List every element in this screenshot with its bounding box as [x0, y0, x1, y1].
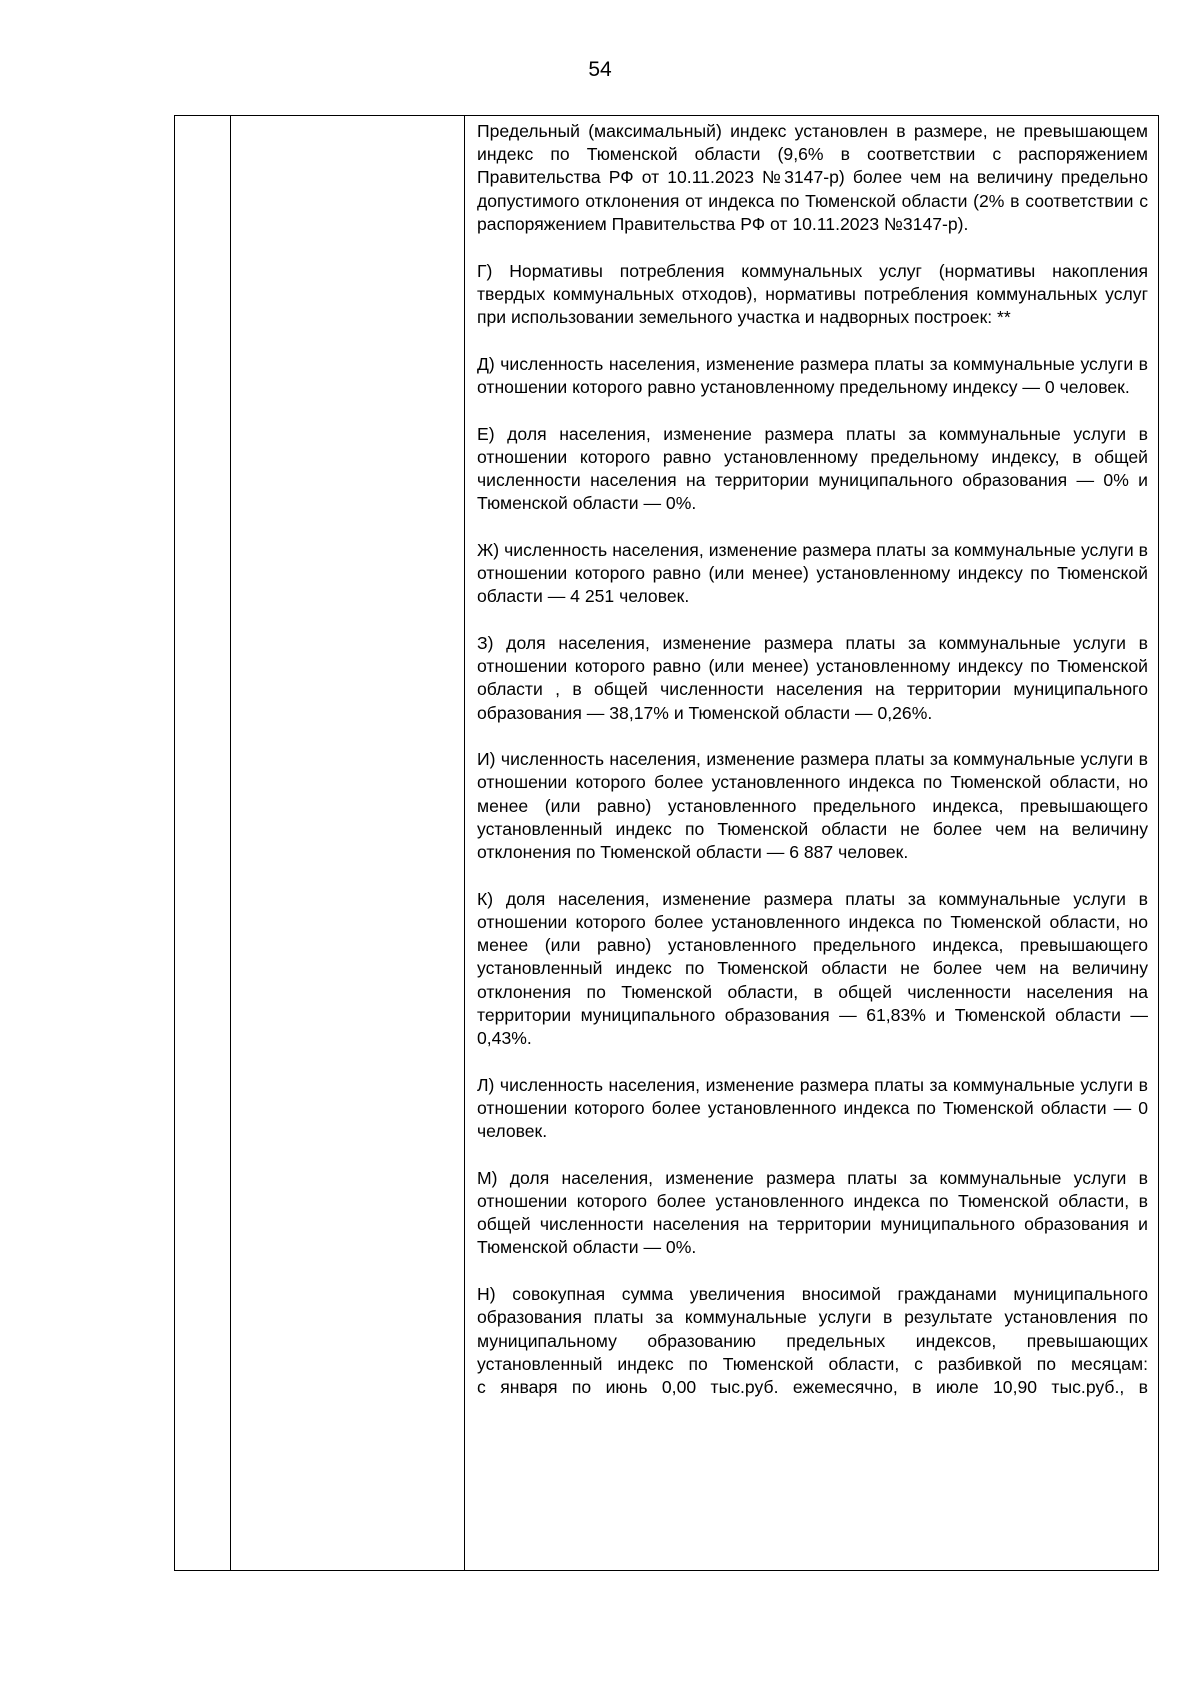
paragraph-n: Н) совокупная сумма увеличения вносимой гражданами муниципального образования платы за коммунальные услуги в результате установления по муниципальному образованию предельных индексов, превышающих установленный индекс по Тюменской области, с разбивкой по месяцам: с января по июнь 0,00 тыс.руб. ежемесячно, в июле 10,90 тыс.руб., в	[477, 1284, 1148, 1397]
paragraph-k: К) доля населения, изменение размера платы за коммунальные услуги в отношении которого более установленного индекса по Тюменской области, но менее (или равно) установленного предельного индекса, превышающего установленный индекс по Тюменской области не более чем на величину отклонения по Тюменской области, в общей численности населения на территории муниципального образования — 61,83% и Тюменской области — 0,43%.	[477, 888, 1148, 1048]
paragraph-g: Г) Нормативы потребления коммунальных услуг (нормативы накопления твердых коммунальных отходов), нормативы потребления коммунальных услуг при использовании земельного участка и надворных построек: **	[477, 260, 1148, 327]
paragraph-zh: Ж) численность населения, изменение размера платы за коммунальные услуги в отношении которого равно (или менее) установленному индексу по Тюменской области — 4 251 человек.	[477, 539, 1148, 607]
paragraph-max-index: Предельный (максимальный) индекс установлен в размере, не превышающем индекс по Тюменской области (9,6% в соответствии с распоряжением Правительства РФ от 10.11.2023 №3147-р) более чем на величину предельно допустимого отклонения от индекса по Тюменской области (2% в соответствии с распоряжением Правительства РФ от 10.11.2023 №3147-р).	[477, 121, 1148, 234]
table-column-name	[231, 116, 465, 1570]
paragraph-z: З) доля населения, изменение размера платы за коммунальные услуги в отношении которого равно (или менее) установленному индексу по Тюменской области , в общей численности населения на территории муниципального образования — 38,17% и Тюменской области — 0,26%.	[477, 632, 1148, 723]
table-column-number	[175, 116, 231, 1570]
table-column-content	[465, 116, 1158, 1570]
paragraph-m: М) доля населения, изменение размера платы за коммунальные услуги в отношении которого более установленного индекса по Тюменской области, в общей численности населения на территории муниципального образования и Тюменской области — 0%.	[477, 1167, 1148, 1258]
paragraph-e: Е) доля населения, изменение размера платы за коммунальные услуги в отношении которого равно установленному предельному индексу, в общей численности населения на территории муниципального образования — 0% и Тюменской области — 0%.	[477, 423, 1148, 514]
document-table	[174, 115, 1159, 1571]
paragraph-d: Д) численность населения, изменение размера платы за коммунальные услуги в отношении которого равно установленному предельному индексу — 0 человек.	[477, 353, 1148, 397]
paragraph-l: Л) численность населения, изменение размера платы за коммунальные услуги в отношении которого более установленного индекса по Тюменской области — 0 человек.	[477, 1074, 1148, 1142]
page-number: 54	[588, 58, 612, 81]
paragraph-i: И) численность населения, изменение размера платы за коммунальные услуги в отношении которого более установленного индекса по Тюменской области, но менее (или равно) установленного предельного индекса, превышающего установленный индекс по Тюменской области не более чем на величину отклонения по Тюменской области — 6 887 человек.	[477, 749, 1148, 863]
